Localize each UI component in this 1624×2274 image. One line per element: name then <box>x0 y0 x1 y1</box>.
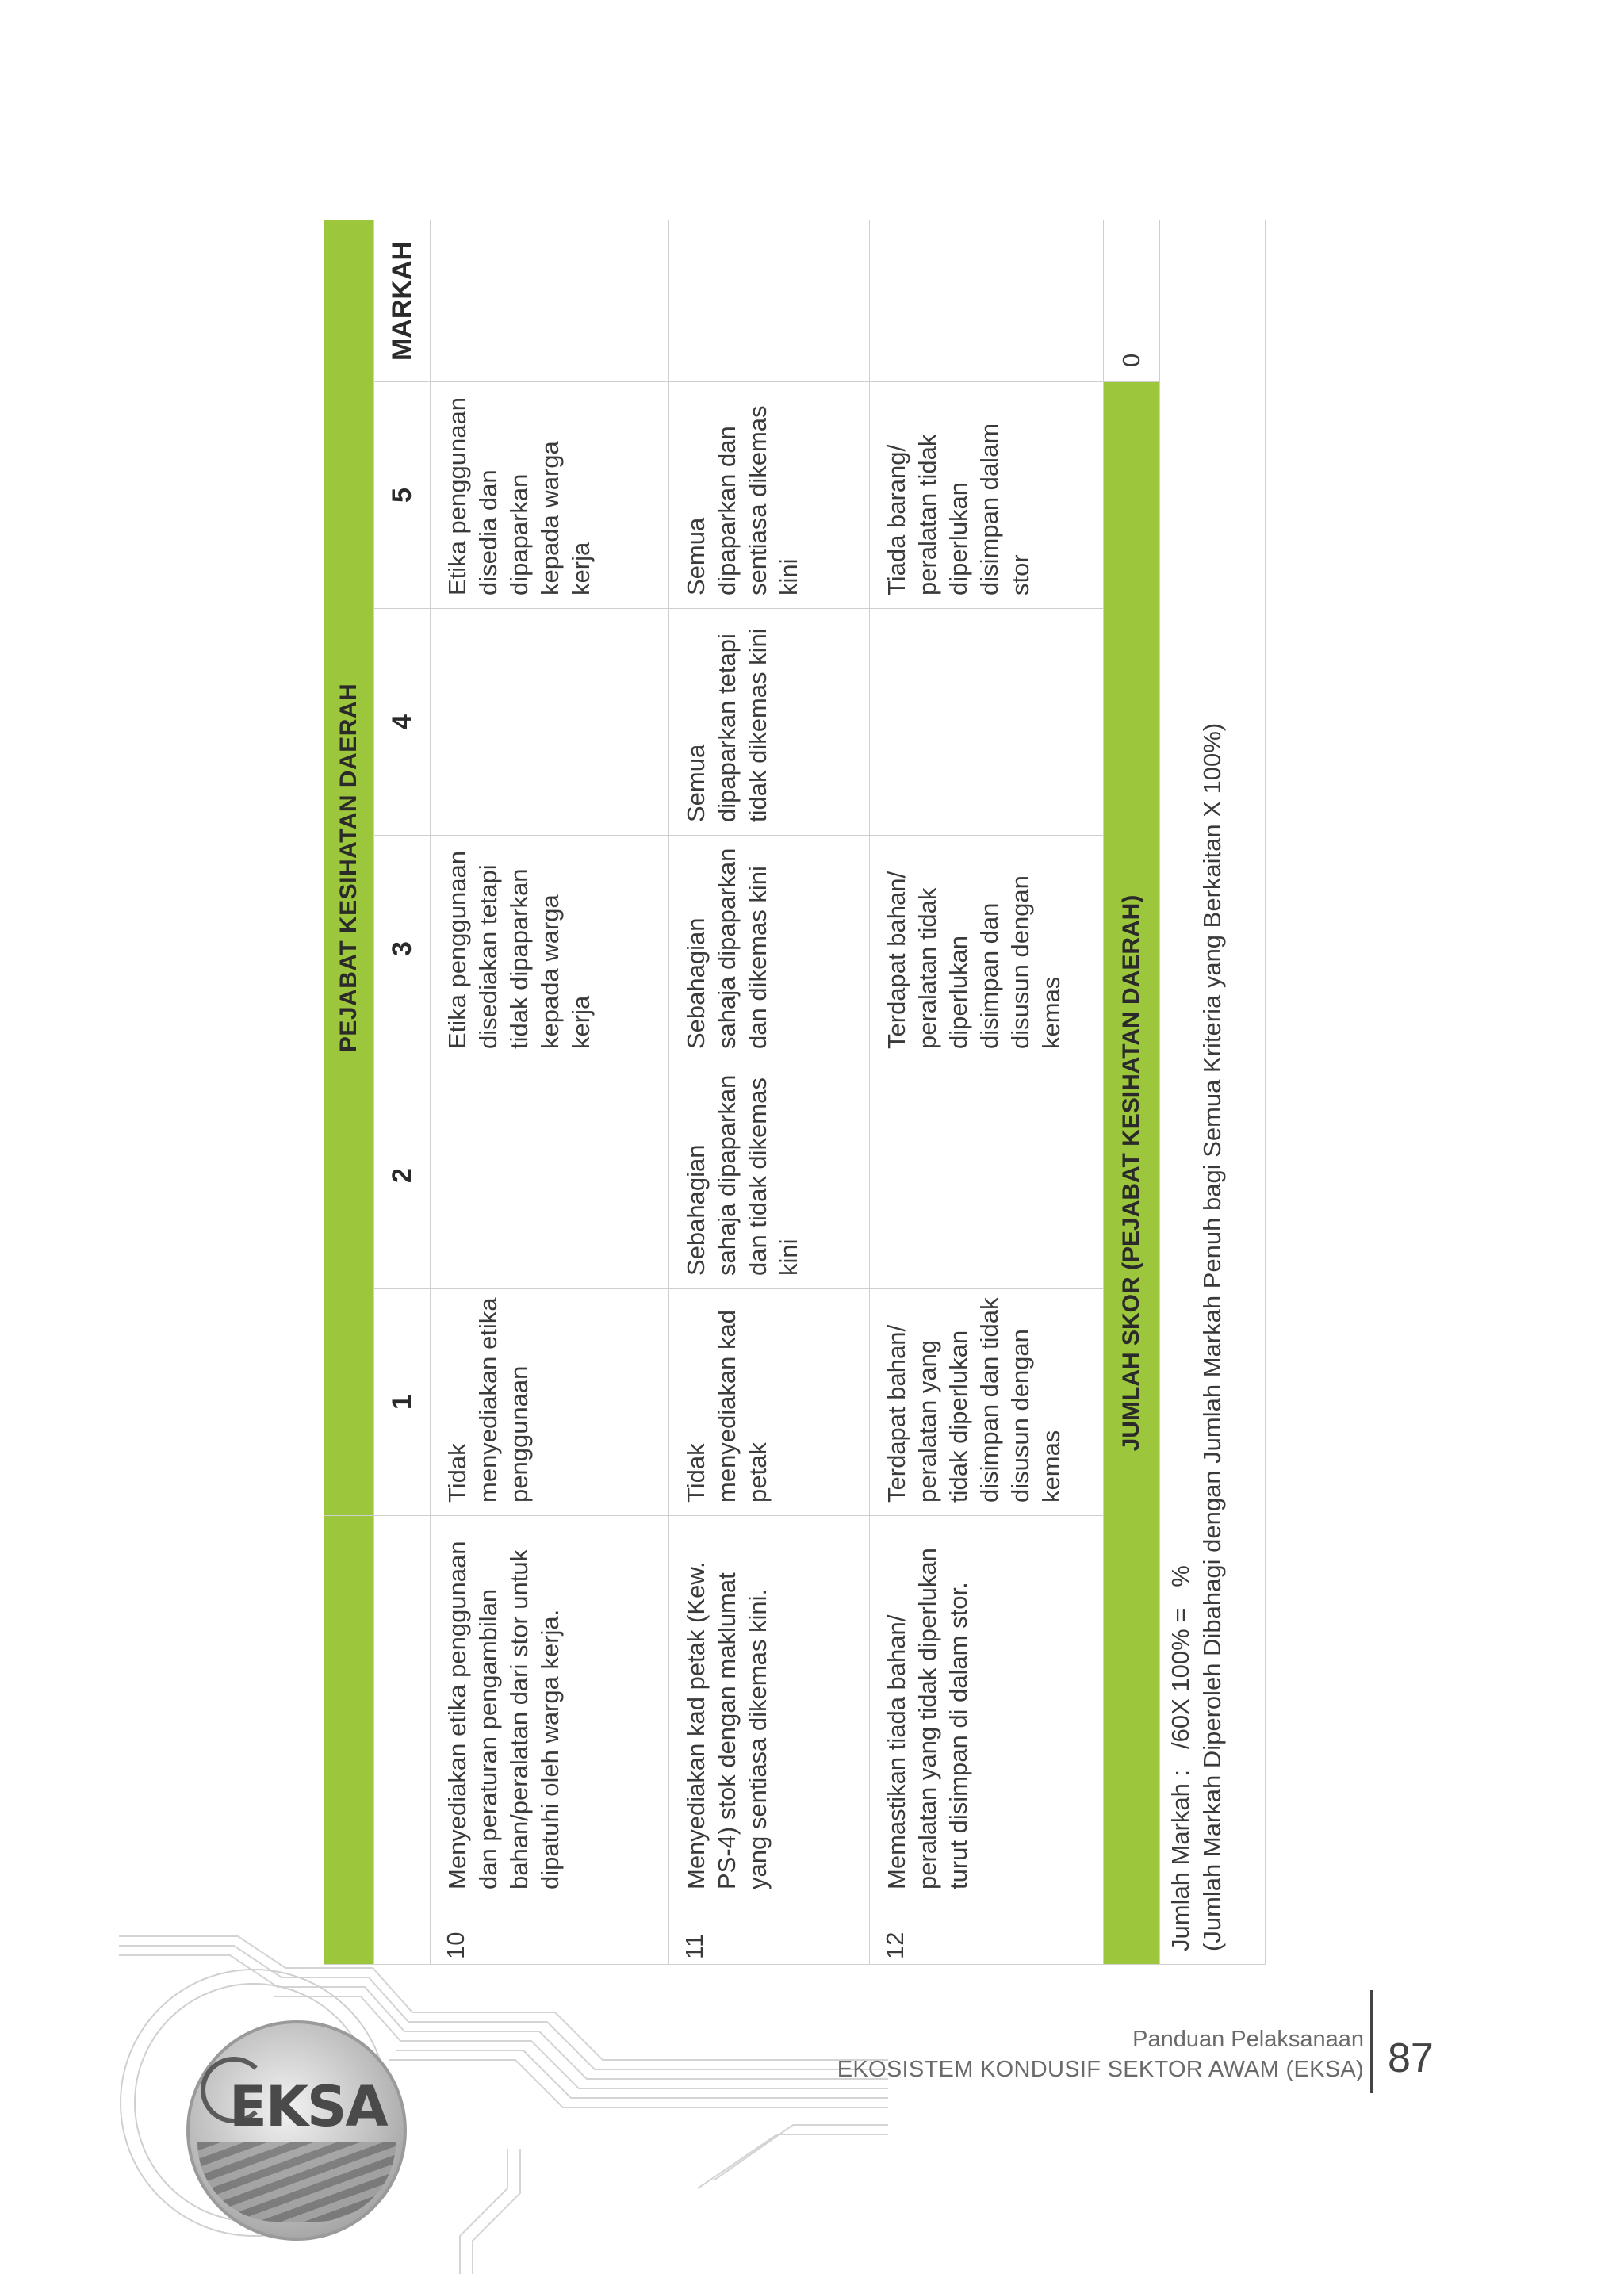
score-5-text: Etika penggunaan disedia dan dipaparkan kepada warga kerja <box>431 382 669 609</box>
score-1-text: Tidak menyediakan etika penggunaan <box>431 1289 669 1516</box>
col-header-3: 3 <box>374 836 431 1062</box>
score-5-text: Tiada barang/ peralatan tidak diperlukan disimpan dalam stor <box>870 382 1104 609</box>
score-3-text: Terdapat bahan/ peralatan tidak diperlukan disimpan dan disusun dengan kemas <box>870 836 1104 1062</box>
score-4-text <box>870 609 1104 836</box>
footer-divider <box>1370 1990 1373 2093</box>
score-1-text: Terdapat bahan/ peralatan yang tidak diperlukan disimpan dan tidak disusun dengan kemas <box>870 1289 1104 1516</box>
score-formula-line2: (Jumlah Markah Diperoleh Dibahagi dengan Jumlah Markah Penuh bagi Semua Kriteria yang Berkaitan X 100%) <box>1198 722 1226 1951</box>
footer-guide-title: Panduan Pelaksanaan <box>1132 2027 1364 2052</box>
table-row <box>431 220 669 1964</box>
col-header-4: 4 <box>374 609 431 836</box>
markah-input-cell[interactable] <box>669 220 870 381</box>
row-number: 11 <box>669 1901 870 1965</box>
criterion-text: Menyediakan etika penggunaan dan peraturan pengambilan bahan/peralatan dari stor untuk dipatuhi oleh warga kerja. <box>431 1516 669 1901</box>
criteria-table-rotated <box>324 220 1231 1965</box>
header-blank-2 <box>374 1516 431 1965</box>
score-4-text <box>431 609 669 836</box>
score-5-text: Semua dipaparkan dan sentiasa dikemas kini <box>669 382 870 609</box>
markah-input-cell[interactable] <box>431 220 669 381</box>
score-2-text <box>870 1062 1104 1289</box>
score-1-text: Tidak menyediakan kad petak <box>669 1289 870 1516</box>
score-formula <box>1160 220 1266 1964</box>
col-header-5: 5 <box>374 382 431 609</box>
header-blank <box>324 1516 374 1965</box>
footer-program-name: EKOSISTEM KONDUSIF SEKTOR AWAM (EKSA) <box>837 2057 1364 2082</box>
table-row <box>669 220 870 1964</box>
decorative-circuit-graphic <box>0 1919 952 2274</box>
criterion-text: Memastikan tiada bahan/ peralatan yang tidak diperlukan turut disimpan di dalam stor. <box>870 1516 1104 1901</box>
table-row <box>870 220 1104 1964</box>
logo-landscape <box>197 2142 396 2222</box>
score-3-text: Sebahagian sahaja dipaparkan dan dikemas kini <box>669 836 870 1062</box>
total-score-label: JUMLAH SKOR (PEJABAT KESIHATAN DAERAH) <box>1104 382 1160 1965</box>
col-header-2: 2 <box>374 1062 431 1289</box>
row-number: 10 <box>431 1901 669 1965</box>
criteria-table <box>324 220 1266 1965</box>
eksa-logo <box>186 2020 407 2241</box>
markah-input-cell[interactable] <box>870 220 1104 381</box>
total-score-value: 0 <box>1104 220 1160 381</box>
col-header-1: 1 <box>374 1289 431 1516</box>
section-title: PEJABAT KESIHATAN DAERAH <box>324 220 374 1515</box>
eksa-logo-text: EKSA <box>229 2074 387 2139</box>
col-header-markah: MARKAH <box>374 220 431 381</box>
score-2-text <box>431 1062 669 1289</box>
row-number: 12 <box>870 1901 1104 1965</box>
score-2-text: Sebahagian sahaja dipaparkan dan tidak dikemas kini <box>669 1062 870 1289</box>
page-number: 87 <box>1388 2035 1434 2081</box>
score-3-text: Etika penggunaan disediakan tetapi tidak dipaparkan kepada warga kerja <box>431 836 669 1062</box>
score-4-text: Semua dipaparkan tetapi tidak dikemas kini <box>669 609 870 836</box>
score-formula-line1: Jumlah Markah : /60X 100% = % <box>1166 1565 1194 1951</box>
criterion-text: Menyediakan kad petak (Kew. PS-4) stok dengan maklumat yang sentiasa dikemas kini. <box>669 1516 870 1901</box>
